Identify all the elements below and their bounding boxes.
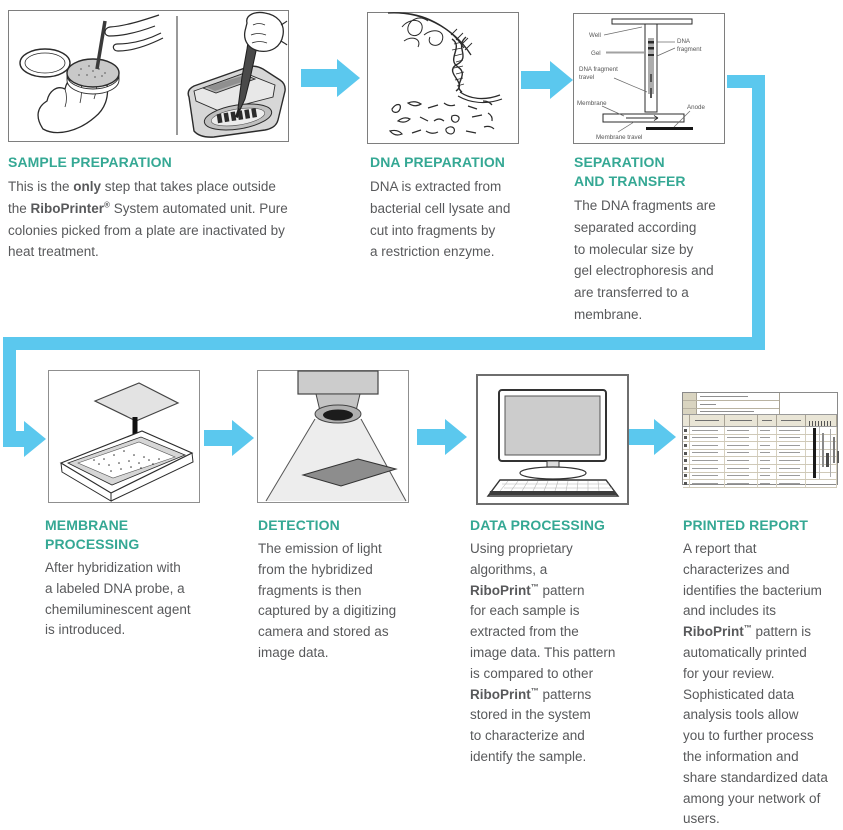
gel-strip — [648, 38, 654, 94]
flow-arrow-1 — [301, 59, 360, 97]
report-table-cell — [725, 442, 758, 449]
report-table-cell — [683, 442, 690, 449]
label-dna-fragment-travel-1: DNA fragment — [579, 66, 618, 73]
report-table-cell — [777, 480, 807, 487]
report-table-cell — [725, 435, 758, 442]
report-table-cell — [777, 473, 807, 480]
text-line: from the hybridized — [258, 561, 373, 577]
text-line: analysis tools allow — [683, 707, 799, 723]
report-table-cell — [777, 457, 807, 464]
step-description — [370, 176, 535, 263]
electrophoresis-diagram-panel — [573, 13, 725, 144]
label-gel: Gel — [591, 50, 601, 57]
membrane-processing-illustration-panel — [48, 370, 200, 503]
text-line: to molecular size by — [574, 241, 694, 257]
step-text-membrane-processing — [45, 516, 210, 641]
report-table-cell — [690, 480, 726, 487]
text-line: image data. This pattern — [470, 644, 616, 660]
wrap-arrow-left-vertical — [3, 337, 16, 433]
wrap-arrow-head — [3, 421, 46, 457]
report-table-cell — [777, 427, 807, 434]
diagram-labels — [577, 32, 705, 141]
report-table-cell — [725, 465, 758, 472]
report-table-cell — [690, 435, 726, 442]
step-text-sample-preparation — [8, 153, 303, 263]
sample-preparation-illustration — [9, 11, 287, 140]
text-line: Sophisticated data — [683, 686, 795, 702]
petri-dish-scene — [20, 15, 163, 133]
anode-bar — [646, 127, 693, 130]
text-line: camera and stored as — [258, 624, 389, 640]
camera-illustration — [258, 371, 408, 502]
text-line: A report that — [683, 541, 757, 556]
riboprint-pattern-bar — [833, 437, 835, 463]
arrow-head — [24, 421, 46, 457]
camera-lens — [323, 410, 353, 421]
label-membrane: Membrane — [577, 100, 607, 107]
monitor-base — [520, 467, 586, 479]
report-table-header — [683, 414, 837, 427]
text-line: and includes its — [683, 603, 777, 619]
text-line: stored in the system — [470, 707, 591, 723]
step-title — [370, 153, 535, 172]
text-line: are transferred to a — [574, 285, 689, 301]
report-table-row — [683, 480, 837, 488]
keyboard-front-edge — [489, 491, 617, 495]
report-table-cell — [758, 442, 777, 449]
arrow-head — [550, 61, 573, 99]
report-header-cell — [725, 415, 758, 426]
text-line: DATA PROCESSING — [470, 517, 606, 533]
sample-preparation-illustration-panel — [8, 10, 289, 142]
label-dna-fragment-travel-2: travel — [579, 74, 595, 81]
text-line: a restriction enzyme. — [370, 244, 495, 260]
report-table-cell — [758, 465, 777, 472]
riboprint-pattern-bar — [830, 429, 831, 477]
report-table-cell — [725, 480, 758, 487]
report-table-cell — [758, 457, 777, 464]
report-header-cell — [690, 415, 726, 426]
text-line: identifies the bacterium — [683, 582, 822, 598]
text-line: to characterize and — [470, 728, 585, 744]
step-text-data-processing — [470, 516, 640, 768]
membrane-tray-illustration — [49, 371, 199, 502]
report-info-row — [683, 393, 779, 401]
report-header-cell — [777, 415, 807, 426]
text-line: chemiluminescent agent — [45, 601, 191, 617]
text-line: PRINTED REPORT — [683, 517, 809, 533]
pipette-station-scene — [188, 12, 287, 137]
step-title — [683, 516, 843, 535]
arrow-shaft — [417, 429, 445, 445]
riboprint-pattern-bar — [813, 428, 816, 478]
text-line: RiboPrint™ patterns — [470, 686, 592, 702]
text-line: image data. — [258, 644, 329, 660]
label-membrane-travel: Membrane travel — [596, 134, 643, 141]
report-table-cell — [690, 427, 726, 434]
step-text-detection — [258, 516, 428, 664]
step-description — [574, 195, 734, 326]
text-line: for your review. — [683, 665, 775, 681]
report-table-cell — [806, 480, 837, 487]
petri-dish-culture — [67, 59, 119, 87]
label-well: Well — [589, 32, 601, 39]
text-line: identify the sample. — [470, 748, 587, 764]
arrow-shaft — [521, 71, 550, 89]
step-text-dna-preparation — [370, 153, 535, 263]
step-title — [574, 153, 734, 191]
flow-arrow-2 — [521, 61, 573, 99]
report-table-cell — [725, 473, 758, 480]
text-line: among your network of — [683, 790, 821, 806]
text-line: AND TRANSFER — [574, 173, 686, 189]
report-table-cell — [690, 473, 726, 480]
text-line: After hybridization with — [45, 560, 181, 575]
step-description — [683, 539, 843, 830]
wrap-arrow-right-vertical — [752, 75, 765, 349]
report-table-cell — [777, 465, 807, 472]
step-title — [8, 153, 303, 172]
report-header-cell — [683, 415, 690, 426]
report-table-cell — [683, 473, 690, 480]
text-line: the RiboPrinter® System automated unit. Pure — [8, 200, 288, 216]
label-dna-fragment-2: fragment — [677, 46, 702, 53]
text-line: the information and — [683, 748, 799, 764]
report-table-cell — [683, 465, 690, 472]
text-line: share standardized data — [683, 769, 828, 785]
text-line: is compared to other — [470, 665, 594, 681]
report-table-cell — [683, 427, 690, 434]
monitor-screen — [505, 396, 600, 455]
computer-illustration — [478, 376, 627, 503]
text-line: bacterial cell lysate and — [370, 200, 511, 216]
step-description — [8, 176, 303, 263]
step-text-separation-and-transfer — [574, 153, 734, 326]
text-line: captured by a digitizing — [258, 603, 397, 619]
report-table-cell — [758, 473, 777, 480]
report-info-value — [697, 401, 779, 408]
data-processing-illustration-panel — [476, 374, 629, 505]
report-table-cell — [725, 457, 758, 464]
report-info-label — [683, 393, 697, 400]
text-line: SAMPLE PREPARATION — [8, 154, 172, 170]
step-title — [45, 516, 210, 554]
text-line: colonies picked from a plate are inactivated by — [8, 222, 285, 238]
step-title — [470, 516, 640, 535]
arrow-shaft — [204, 430, 232, 446]
arrow-head — [654, 419, 676, 455]
arrow-shaft — [301, 69, 337, 87]
label-dna-fragment-1: DNA — [677, 38, 691, 45]
report-table-cell — [777, 442, 807, 449]
riboprint-pattern-bar — [822, 433, 824, 467]
light-cone — [266, 419, 406, 501]
printed-report-illustration — [682, 392, 838, 485]
report-info-label — [683, 401, 697, 408]
riboprint-pattern-bar — [837, 451, 839, 463]
report-table-cell — [683, 450, 690, 457]
text-line: The emission of light — [258, 541, 382, 556]
text-line: fragments is then — [258, 582, 362, 598]
flow-arrow-5 — [629, 419, 676, 455]
report-header-cell — [758, 415, 777, 426]
text-line: The DNA fragments are — [574, 198, 716, 213]
riboprint-pattern-bar — [826, 453, 829, 467]
arrow-head — [337, 59, 360, 97]
arrow-head — [232, 420, 254, 456]
text-line: characterizes and — [683, 561, 790, 577]
step-text-printed-report — [683, 516, 843, 830]
camera-body — [298, 371, 378, 394]
picking-hand — [105, 15, 159, 36]
flow-arrow-4 — [417, 419, 467, 455]
text-line: DETECTION — [258, 517, 340, 533]
report-table-cell — [690, 465, 726, 472]
report-table-cell — [758, 427, 777, 434]
report-info-block — [683, 393, 780, 414]
text-line: separated according — [574, 219, 697, 235]
dna-preparation-illustration-panel — [367, 12, 519, 144]
text-line: heat treatment. — [8, 244, 99, 260]
report-table-cell — [725, 450, 758, 457]
report-table-cell — [777, 450, 807, 457]
report-info-row — [683, 401, 779, 409]
dna-helix — [452, 37, 502, 103]
detection-illustration-panel — [257, 370, 409, 503]
label-anode: Anode — [687, 104, 705, 111]
step-title — [258, 516, 428, 535]
report-table-cell — [683, 435, 690, 442]
report-table-cell — [690, 450, 726, 457]
report-info-value — [697, 393, 779, 400]
report-pattern-lanes — [809, 427, 839, 480]
text-line: SEPARATION — [574, 154, 665, 170]
text-line: membrane. — [574, 306, 643, 322]
text-line: cut into fragments by — [370, 222, 496, 238]
dna-helix-illustration — [368, 13, 517, 142]
report-table-cell — [683, 457, 690, 464]
report-table-cell — [690, 457, 726, 464]
text-line: users. — [683, 811, 720, 827]
dna-fragments — [390, 101, 494, 135]
arrow-shaft — [629, 429, 654, 445]
gel-top-bar — [612, 19, 692, 24]
report-table-cell — [758, 435, 777, 442]
text-line: Using proprietary — [470, 541, 573, 556]
wrap-arrow-horizontal — [3, 337, 765, 350]
report-table-cell — [777, 435, 807, 442]
text-line: extracted from the — [470, 624, 579, 640]
report-table-cell — [758, 480, 777, 487]
report-header-pattern-cell — [806, 415, 837, 426]
step-description — [470, 539, 640, 768]
text-line: gel electrophoresis and — [574, 263, 714, 279]
text-line: algorithms, a — [470, 561, 548, 577]
text-line: This is the only step that takes place outside — [8, 179, 276, 194]
report-table-cell — [690, 442, 726, 449]
text-line: DNA is extracted from — [370, 179, 502, 194]
text-line: automatically printed — [683, 644, 807, 660]
text-line: a labeled DNA probe, a — [45, 580, 185, 596]
text-line: RiboPrint™ pattern — [470, 582, 585, 598]
text-line: PROCESSING — [45, 536, 140, 552]
text-line: for each sample is — [470, 603, 580, 619]
riboprint-pattern-bar — [819, 427, 820, 479]
arrow-head — [445, 419, 467, 455]
step-description — [258, 539, 428, 664]
report-table-cell — [758, 450, 777, 457]
electrophoresis-diagram — [574, 14, 723, 142]
text-line: DNA PREPARATION — [370, 154, 506, 170]
membrane-sheet — [95, 383, 178, 421]
text-line: is introduced. — [45, 622, 126, 638]
arrow-shaft — [3, 431, 24, 447]
report-table-cell — [725, 427, 758, 434]
text-line: MEMBRANE — [45, 517, 129, 533]
text-line: you to further process — [683, 728, 814, 744]
step-description — [45, 558, 210, 641]
pipetting-hand — [245, 12, 284, 51]
text-line: RiboPrint™ pattern is — [683, 623, 812, 640]
flow-arrow-3 — [204, 420, 254, 456]
report-table-cell — [683, 480, 690, 487]
